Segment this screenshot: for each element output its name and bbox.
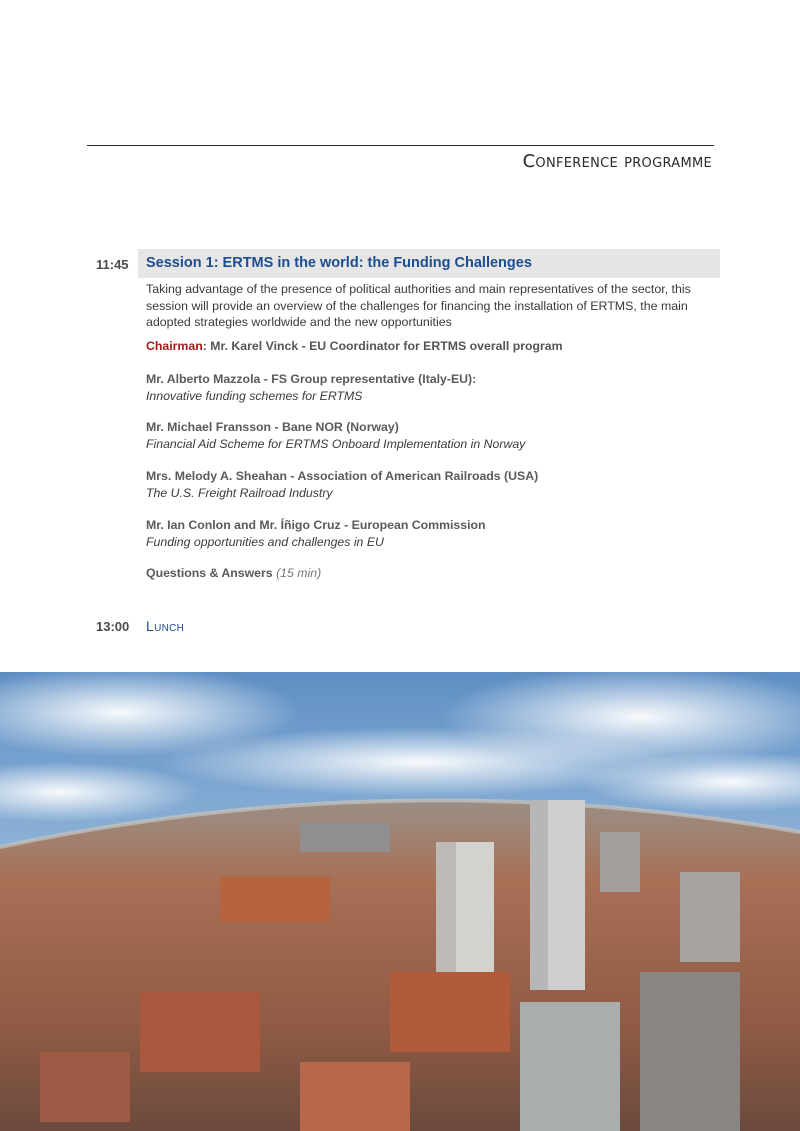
session-title-bar	[138, 249, 720, 278]
qa-duration: (15 min)	[276, 566, 322, 580]
qa-label: Questions & Answers	[146, 566, 273, 580]
speaker-name: Mr. Ian Conlon and Mr. Íñigo Cruz - European Commission	[146, 518, 486, 532]
city-aerial-photo	[0, 672, 800, 1131]
speaker-entry	[146, 517, 718, 550]
chairman-line	[146, 339, 563, 353]
session-description: Taking advantage of the presence of political authorities and main representatives of the sector, this session will provide an overview of the challenges for financing the installation of ERTMS, the main adopted strategies worldwide and the new opportunities	[146, 282, 691, 329]
chairman-label: Chairman	[146, 339, 203, 353]
qa-line	[146, 566, 321, 580]
page-header-title: Conference programme	[522, 151, 712, 172]
session-title: Session 1: ERTMS in the world: the Funding Challenges	[146, 255, 532, 271]
talk-title: Financial Aid Scheme for ERTMS Onboard Implementation in Norway	[146, 436, 526, 451]
speaker-name: Mr. Alberto Mazzola - FS Group representative (Italy-EU):	[146, 372, 477, 386]
talk-title: Innovative funding schemes for ERTMS	[146, 388, 363, 403]
speaker-name: Mrs. Melody A. Sheahan - Association of American Railroads (USA)	[146, 469, 539, 483]
speaker-entry	[146, 419, 718, 452]
header-rule	[87, 145, 714, 146]
talk-title: Funding opportunities and challenges in EU	[146, 534, 384, 549]
chairman-name: : Mr. Karel Vinck - EU Coordinator for ERTMS overall program	[202, 339, 563, 353]
talk-title: The U.S. Freight Railroad Industry	[146, 485, 333, 500]
lunch-label: Lunch	[146, 618, 185, 634]
speaker-name: Mr. Michael Fransson - Bane NOR (Norway)	[146, 420, 399, 434]
lunch-time: 13:00	[96, 619, 130, 634]
session-time: 11:45	[96, 257, 129, 272]
speaker-entry	[146, 371, 718, 404]
speaker-entry	[146, 468, 718, 501]
